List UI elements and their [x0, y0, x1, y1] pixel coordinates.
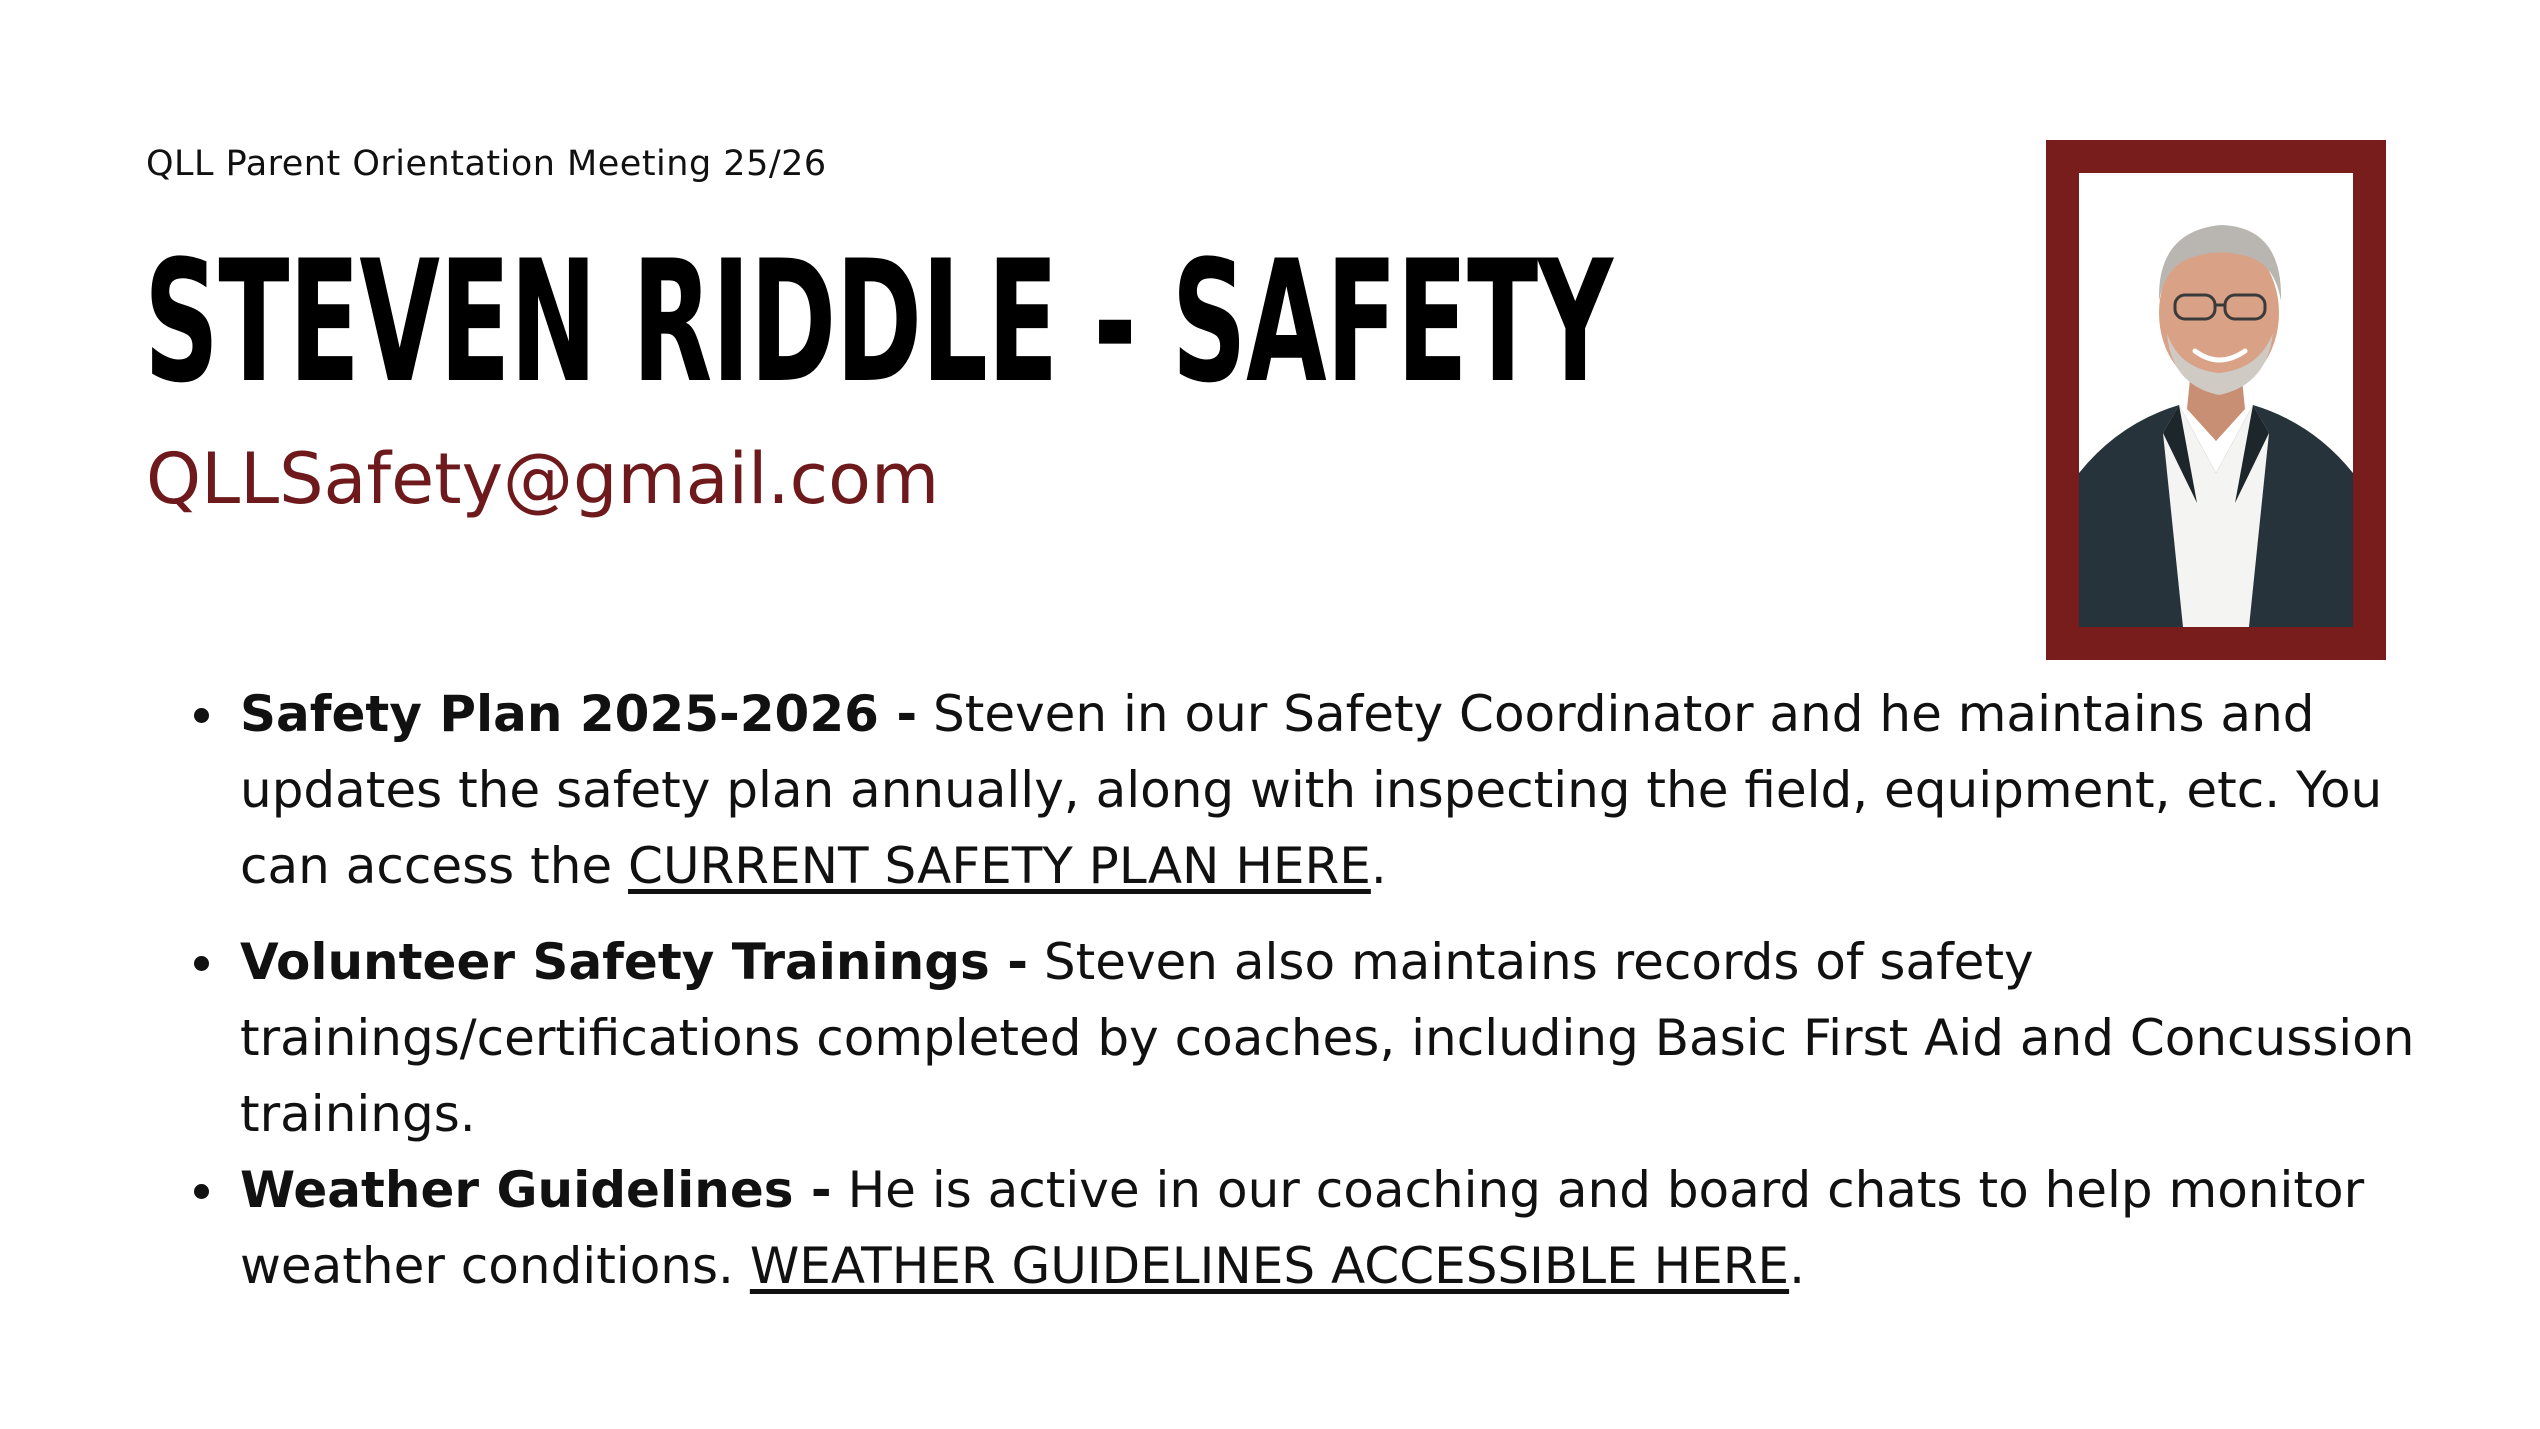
list-item — [190, 676, 2430, 904]
bullet-heading: Safety Plan 2025-2026 - — [240, 685, 918, 743]
portrait-illustration — [2079, 173, 2353, 627]
page-title: STEVEN RIDDLE - SAFETY — [144, 224, 1613, 420]
bullet-icon — [194, 956, 209, 971]
weather-guidelines-link[interactable]: WEATHER GUIDELINES ACCESSIBLE HERE — [749, 1237, 1790, 1295]
portrait-photo — [2079, 173, 2353, 627]
bullet-text: Steven also maintains records of safety trainings/certifications completed by coaches, including Basic First Aid and Concussion trainings. — [240, 933, 2415, 1143]
meeting-label: QLL Parent Orientation Meeting 25/26 — [146, 144, 827, 184]
bullet-text: He is active in our coaching and board chats to help monitor weather conditions. — [240, 1161, 2365, 1295]
bullet-text: Steven in our Safety Coordinator and he maintains and updates the safety plan annually, along with inspecting the field, equipment, etc. You can access the — [240, 685, 2383, 895]
bullet-heading: Volunteer Safety Trainings - — [240, 933, 1028, 991]
bullet-icon — [194, 1184, 209, 1199]
safety-plan-link[interactable]: CURRENT SAFETY PLAN HERE — [628, 837, 1371, 895]
list-item — [190, 1152, 2430, 1304]
photo-frame — [2046, 140, 2386, 660]
bullet-text-end: . — [1370, 837, 1387, 895]
bullet-icon — [194, 708, 209, 723]
list-item — [190, 924, 2430, 1152]
bullet-list — [190, 676, 2430, 1304]
email-link[interactable]: QLLSafety@gmail.com — [146, 438, 940, 520]
bullet-heading: Weather Guidelines - — [240, 1161, 832, 1219]
bullet-text-end: . — [1789, 1237, 1805, 1295]
